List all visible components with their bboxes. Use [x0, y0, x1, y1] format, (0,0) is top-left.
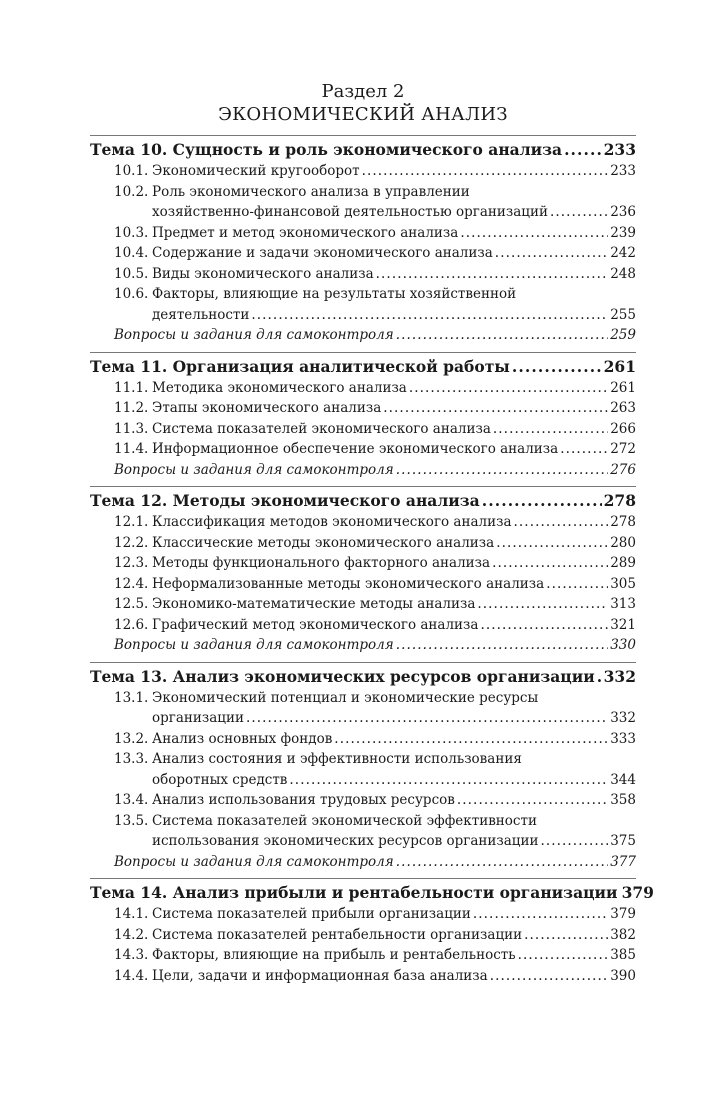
- entry-title: Этапы экономического анализа: [152, 400, 382, 416]
- entry-page: 242: [610, 245, 636, 261]
- entry-page: 385: [610, 947, 636, 963]
- questions-page: 377: [610, 853, 636, 870]
- toc-entry[interactable]: [90, 945, 636, 966]
- entry-title: Неформализованные методы экономического анализа: [152, 575, 545, 592]
- entry-number: 12.1.: [114, 514, 149, 530]
- toc-entry[interactable]: [90, 553, 636, 574]
- entry-title: Содержание и задачи экономического анализа: [152, 245, 493, 261]
- entry-title-line1: Анализ состояния и эффективности использования: [152, 751, 522, 767]
- toc-entry[interactable]: [90, 533, 636, 554]
- dot-leader: [492, 553, 608, 574]
- topic-heading[interactable]: [90, 352, 636, 378]
- entry-title: Система показателей экономического анализа: [152, 420, 491, 437]
- entry-title: Информационное обеспечение экономического анализа: [152, 441, 559, 457]
- section-title: ЭКОНОМИЧЕСКИЙ АНАЛИЗ: [218, 104, 508, 125]
- topic-heading[interactable]: [90, 662, 636, 688]
- toc-entry[interactable]: [90, 615, 636, 636]
- dot-leader: [512, 356, 602, 378]
- entry-page: 358: [610, 792, 636, 808]
- entry-title: Графический метод экономического анализа: [152, 616, 479, 633]
- dot-leader: [334, 729, 608, 750]
- topic-heading[interactable]: [90, 878, 654, 904]
- entry-page: 375: [610, 833, 636, 849]
- dot-leader: [490, 966, 609, 987]
- dot-leader: [564, 139, 602, 161]
- dot-leader: [383, 398, 608, 419]
- toc-entry[interactable]: [90, 439, 636, 460]
- entry-title-line2: хозяйственно-финансовой деятельностью организаций: [152, 204, 548, 220]
- entry-page: 305: [610, 575, 636, 592]
- toc-entry[interactable]: [90, 419, 636, 440]
- entry-first-line[interactable]: [90, 811, 636, 832]
- entry-title-line1: Система показателей экономической эффективности: [152, 812, 537, 829]
- entry-number: 13.1.: [114, 689, 149, 706]
- toc-entry[interactable]: [90, 161, 636, 182]
- topic-block: [90, 486, 636, 656]
- entry-page: 390: [610, 967, 636, 984]
- questions-entry[interactable]: [90, 325, 636, 346]
- entry-number: 10.5.: [114, 265, 149, 282]
- topic-title: Тема 11. Организация аналитической работы: [90, 356, 510, 376]
- entry-first-line[interactable]: [90, 749, 636, 770]
- topics-list: [90, 135, 654, 986]
- dot-leader: [546, 574, 608, 595]
- toc-entry[interactable]: [90, 925, 636, 946]
- entry-title-line2: организации: [152, 710, 244, 726]
- entry-title-line1: Факторы, влияющие на результаты хозяйственной: [152, 286, 517, 302]
- dot-leader: [376, 264, 609, 285]
- questions-page: 330: [610, 637, 636, 653]
- entry-page: 332: [610, 710, 636, 726]
- entry-number: 14.2.: [114, 926, 149, 943]
- entry-number: 14.1.: [114, 906, 149, 922]
- dot-leader: [460, 223, 608, 244]
- entry-title: Предмет и метод экономического анализа: [152, 224, 459, 241]
- entry-title: Экономический кругооборот: [152, 163, 360, 179]
- dot-leader: [289, 770, 608, 791]
- dot-leader: [396, 852, 609, 873]
- topic-heading[interactable]: [90, 486, 636, 512]
- questions-label: Вопросы и задания для самоконтроля: [114, 461, 394, 478]
- toc-entry[interactable]: [90, 398, 636, 419]
- dot-leader: [473, 904, 608, 925]
- entry-first-line[interactable]: [90, 284, 636, 305]
- dot-leader: [396, 460, 609, 481]
- entry-title-line1: Роль экономического анализа в управлении: [152, 183, 470, 200]
- entry-title: Виды экономического анализа: [152, 265, 374, 282]
- entry-page: 289: [610, 555, 636, 571]
- entry-number: 11.3.: [114, 420, 149, 437]
- toc-entry[interactable]: [90, 966, 636, 987]
- topic-heading[interactable]: [90, 135, 636, 161]
- entry-page: 321: [610, 616, 636, 633]
- entry-page: 280: [610, 534, 636, 551]
- entry-number: 12.5.: [114, 596, 149, 612]
- entry-number: 13.3.: [114, 751, 149, 767]
- entry-page: 239: [610, 224, 636, 241]
- toc-entry[interactable]: [90, 305, 636, 326]
- dot-leader: [457, 790, 608, 811]
- table-of-contents: [90, 0, 654, 992]
- entry-number: 11.2.: [114, 400, 149, 416]
- dot-leader: [496, 533, 608, 554]
- entry-title: Система показателей прибыли организации: [152, 906, 471, 922]
- entry-title-line1: Экономический потенциал и экономические ресурсы: [152, 689, 539, 706]
- entry-title: Факторы, влияющие на прибыль и рентабельность: [152, 947, 516, 963]
- entry-page: 236: [610, 204, 636, 220]
- entry-number: 14.3.: [114, 947, 149, 963]
- dot-leader: [362, 161, 609, 182]
- entry-number: 14.4.: [114, 967, 149, 984]
- questions-entry[interactable]: [90, 852, 636, 873]
- topic-page: 233: [603, 140, 636, 159]
- toc-entry[interactable]: [90, 904, 636, 925]
- questions-label: Вопросы и задания для самоконтроля: [114, 327, 394, 343]
- dot-leader: [540, 831, 608, 852]
- entry-page: 333: [610, 730, 636, 747]
- entry-page: 379: [610, 906, 636, 922]
- entry-number: 10.3.: [114, 224, 149, 241]
- entry-title: Анализ основных фондов: [152, 730, 333, 747]
- entry-title: Система показателей рентабельности организации: [152, 926, 523, 943]
- topic-block: [90, 662, 636, 873]
- topic-title: Тема 12. Методы экономического анализа: [90, 491, 480, 510]
- toc-entry[interactable]: [90, 202, 636, 223]
- entry-number: 10.1.: [114, 163, 149, 179]
- dot-leader: [514, 512, 609, 533]
- questions-label: Вопросы и задания для самоконтроля: [114, 853, 394, 870]
- entry-title: Классические методы экономического анализа: [152, 534, 495, 551]
- toc-entry[interactable]: [90, 594, 636, 615]
- entry-page: 266: [610, 420, 636, 437]
- questions-entry[interactable]: [90, 635, 636, 656]
- entry-number: 13.4.: [114, 792, 149, 808]
- topic-page: 379: [621, 883, 654, 902]
- section-number: Раздел 2: [321, 81, 405, 102]
- entry-page: 272: [610, 441, 636, 457]
- topic-page: 332: [603, 666, 636, 686]
- dot-leader: [480, 615, 608, 636]
- entry-title: Методы функционального факторного анализа: [152, 555, 491, 571]
- topic-block: [90, 352, 636, 481]
- toc-entry[interactable]: [90, 770, 636, 791]
- entry-number: 10.6.: [114, 286, 149, 302]
- dot-leader: [550, 202, 608, 223]
- toc-entry[interactable]: [90, 243, 636, 264]
- questions-entry[interactable]: [90, 460, 636, 481]
- entry-number: 11.4.: [114, 441, 149, 457]
- questions-page: 259: [610, 327, 636, 343]
- entry-page: 344: [610, 771, 636, 788]
- entry-page: 255: [610, 306, 636, 323]
- entry-number: 13.2.: [114, 730, 149, 747]
- toc-entry[interactable]: [90, 574, 636, 595]
- entry-first-line[interactable]: [90, 182, 636, 203]
- dot-leader: [477, 594, 608, 615]
- entry-title-line2: оборотных средств: [152, 771, 288, 788]
- entry-number: 12.2.: [114, 534, 149, 551]
- toc-entry[interactable]: [90, 512, 636, 533]
- entry-number: 12.4.: [114, 575, 149, 592]
- dot-leader: [482, 490, 602, 512]
- toc-entry[interactable]: [90, 378, 636, 399]
- entry-page: 382: [610, 926, 636, 943]
- dot-leader: [493, 419, 608, 440]
- dot-leader: [396, 635, 609, 656]
- topic-title: Тема 10. Сущность и роль экономического анализа: [90, 140, 563, 159]
- entry-title-line2: деятельности: [152, 306, 250, 323]
- topic-title: Тема 13. Анализ экономических ресурсов организации: [90, 666, 595, 686]
- entry-title: Классификация методов экономического анализа: [152, 514, 512, 530]
- dot-leader: [518, 945, 609, 966]
- entry-title-line2: использования экономических ресурсов организации: [152, 833, 539, 849]
- entry-page: 263: [610, 400, 636, 416]
- dot-leader: [409, 378, 608, 399]
- topic-title: Тема 14. Анализ прибыли и рентабельности организации: [90, 883, 618, 902]
- toc-entry[interactable]: [90, 729, 636, 750]
- questions-label: Вопросы и задания для самоконтроля: [114, 637, 394, 653]
- dot-leader: [246, 708, 608, 729]
- dot-leader: [597, 666, 602, 688]
- section-heading: [90, 81, 636, 127]
- toc-entry[interactable]: [90, 223, 636, 244]
- dot-leader: [560, 439, 608, 460]
- entry-title: Экономико-математические методы анализа: [152, 596, 476, 612]
- entry-number: 10.2.: [114, 183, 149, 200]
- toc-entry[interactable]: [90, 708, 636, 729]
- toc-entry[interactable]: [90, 831, 636, 852]
- dot-leader: [251, 305, 608, 326]
- topic-page: 278: [603, 491, 636, 510]
- dot-leader: [524, 925, 608, 946]
- entry-first-line[interactable]: [90, 688, 636, 709]
- entry-number: 12.6.: [114, 616, 149, 633]
- entry-page: 233: [610, 163, 636, 179]
- entry-page: 278: [610, 514, 636, 530]
- entry-title: Цели, задачи и информационная база анализа: [152, 967, 488, 984]
- toc-entry[interactable]: [90, 264, 636, 285]
- entry-title: Методика экономического анализа: [152, 379, 407, 396]
- entry-page: 261: [610, 379, 636, 396]
- entry-page: 313: [610, 596, 636, 612]
- toc-entry[interactable]: [90, 790, 636, 811]
- dot-leader: [495, 243, 608, 264]
- topic-page: 261: [603, 356, 636, 376]
- questions-page: 276: [610, 461, 636, 478]
- topic-block: [90, 135, 636, 346]
- entry-page: 248: [610, 265, 636, 282]
- dot-leader: [396, 325, 609, 346]
- entry-number: 11.1.: [114, 379, 149, 396]
- entry-number: 13.5.: [114, 812, 149, 829]
- entry-number: 10.4.: [114, 245, 149, 261]
- entry-title: Анализ использования трудовых ресурсов: [152, 792, 455, 808]
- entry-number: 12.3.: [114, 555, 149, 571]
- topic-block: [90, 878, 654, 986]
